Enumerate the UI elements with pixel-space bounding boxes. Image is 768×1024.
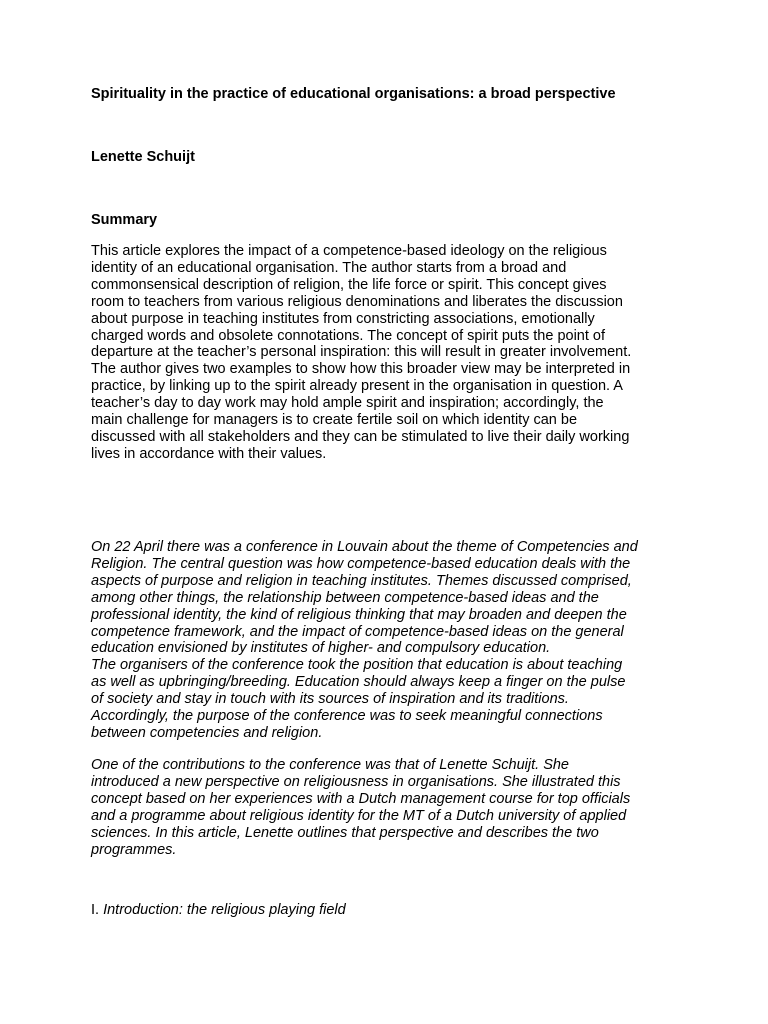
intro-line: among other things, the relationship between competence-based ideas and the [91, 589, 599, 606]
summary-line: This article explores the impact of a competence-based ideology on the religious [91, 243, 607, 259]
intro-line: aspects of purpose and religion in teaching institutes. Themes discussed comprised, [91, 572, 632, 589]
section-title: Introduction: the religious playing field [103, 902, 346, 918]
summary-line: teacher’s day to day work may hold ample spirit and inspiration; accordingly, the [91, 395, 604, 412]
summary-line: identity of an educational organisation. The author starts from a broad and [91, 259, 567, 276]
intro-line: Religion. The central question was how competence-based education deals with the [91, 555, 631, 572]
section-number: I. [91, 902, 100, 918]
summary-line: room to teachers from various religious denominations and liberates the discussion [91, 293, 623, 310]
summary-line: The author gives two examples to show how this broader view may be interpreted in [91, 361, 631, 378]
intro-line: professional identity, the kind of religious thinking that may broaden and deepen the [91, 606, 627, 623]
intro-line: of society and stay in touch with its sources of inspiration and its traditions. [91, 691, 569, 708]
intro-paragraph-1 [91, 539, 691, 742]
intro-line: programmes. [91, 841, 177, 858]
section-heading [91, 902, 691, 919]
intro-line: Accordingly, the purpose of the conference was to seek meaningful connections [91, 708, 603, 725]
intro-line: One of the contributions to the conference was that of Lenette Schuijt. She [91, 757, 569, 773]
intro-line: On 22 April there was a conference in Louvain about the theme of Competencies and [91, 539, 638, 555]
summary-line: practice, by linking up to the spirit already present in the organisation in question. A [91, 378, 623, 395]
author-name: Lenette Schuijt [91, 149, 195, 165]
summary-line: commonsensical description of religion, the life force or spirit. This concept gives [91, 276, 607, 293]
intro-line: The organisers of the conference took the position that education is about teaching [91, 657, 623, 674]
summary-line: about purpose in teaching institutes from constricting associations, emotionally [91, 310, 595, 327]
intro-line: as well as upbringing/breeding. Education should always keep a finger on the pulse [91, 674, 626, 691]
intro-line: introduced a new perspective on religiousness in organisations. She illustrated this [91, 773, 621, 790]
summary-line: charged words and obsolete connotations. The concept of spirit puts the point of [91, 327, 606, 344]
intro-line: sciences. In this article, Lenette outlines that perspective and describes the two [91, 824, 599, 841]
intro-line: competence framework, and the impact of competence-based ideas on the general [91, 623, 624, 640]
summary-line: main challenge for managers is to create fertile soil on which identity can be [91, 412, 578, 429]
summary-paragraph [91, 243, 691, 463]
summary-heading: Summary [91, 212, 158, 228]
summary-line: discussed with all stakeholders and they can be stimulated to live their daily working [91, 428, 630, 445]
summary-line: departure at the teacher’s personal inspiration: this will result in greater involvement. [91, 344, 632, 361]
intro-line: between competencies and religion. [91, 724, 323, 741]
intro-line: education envisioned by institutes of higher- and compulsory education. [91, 640, 551, 657]
summary-line: lives in accordance with their values. [91, 445, 327, 462]
intro-line: concept based on her experiences with a Dutch management course for top officials [91, 790, 631, 807]
intro-paragraph-2 [91, 757, 691, 858]
document-title: Spirituality in the practice of educational organisations: a broad perspective [91, 86, 616, 102]
intro-line: and a programme about religious identity for the MT of a Dutch university of applied [91, 807, 627, 824]
